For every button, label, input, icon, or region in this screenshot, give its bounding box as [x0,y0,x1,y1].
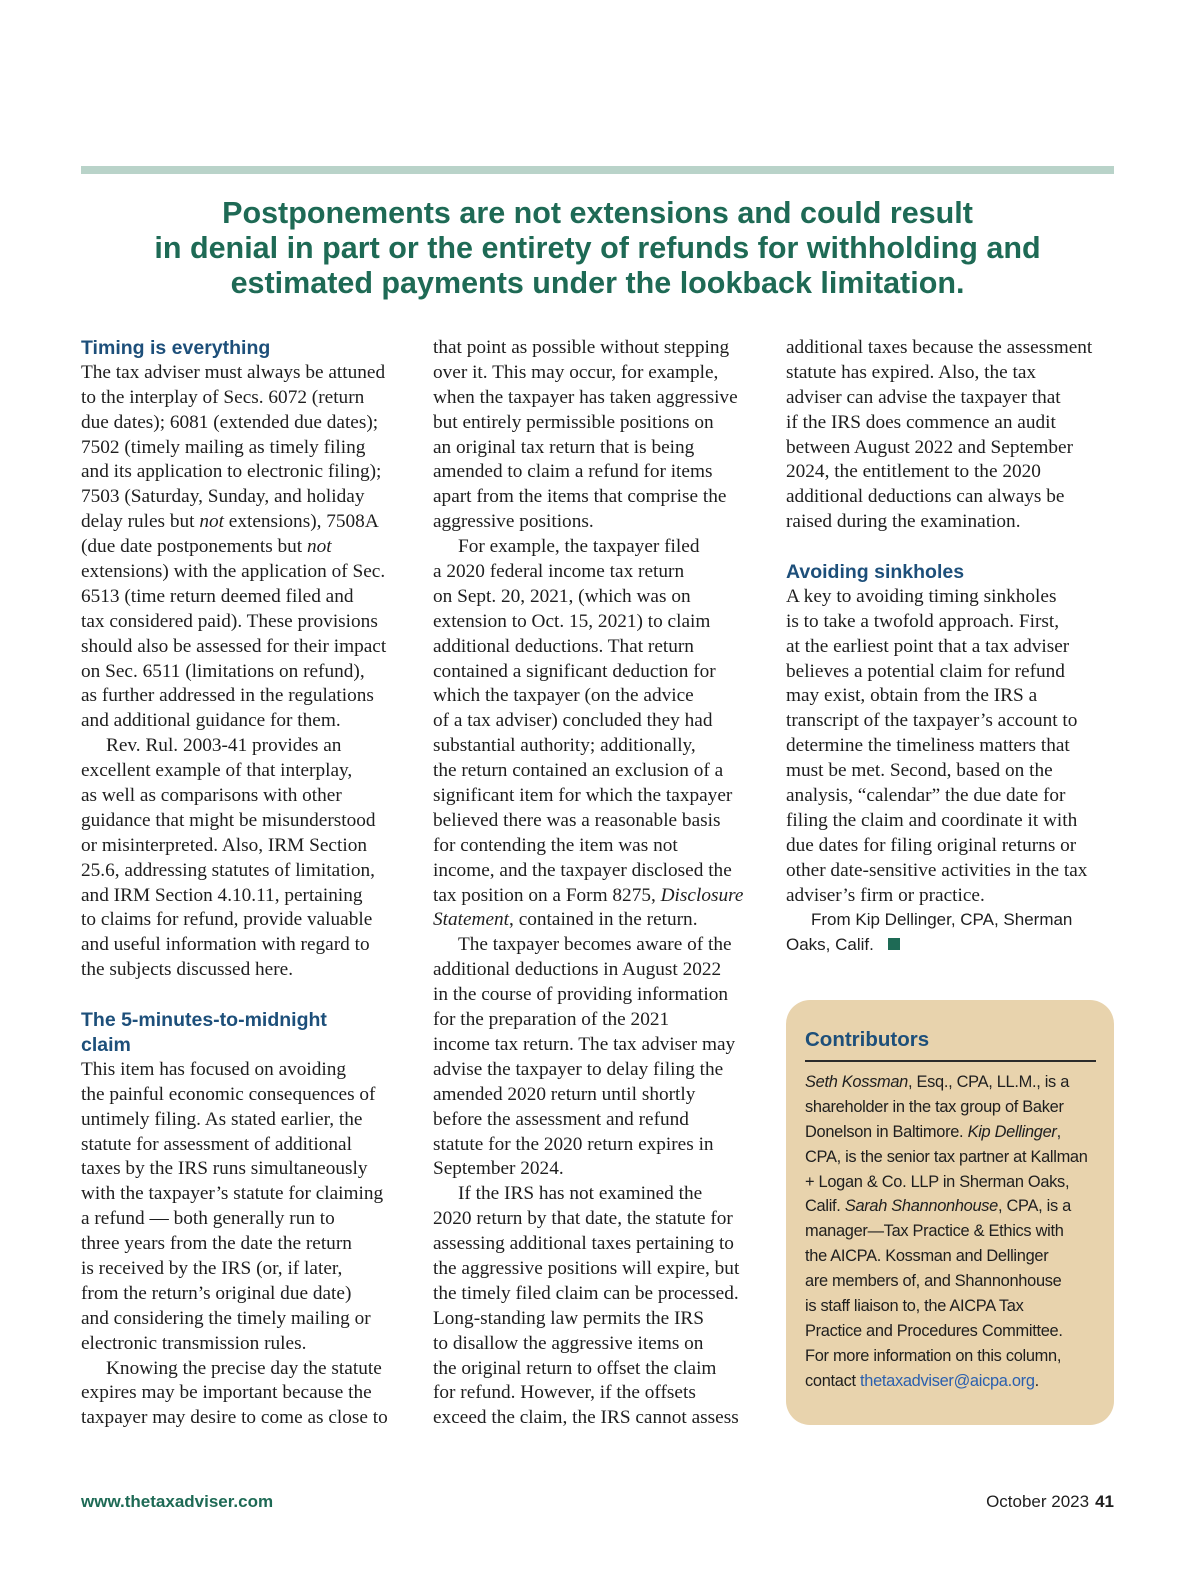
body-line: This item has focused on avoiding [81,1058,347,1080]
pull-quote-line: in denial in part or the entirety of refunds for withholding and [154,231,1041,265]
body-line: 7502 (timely mailing as timely filing [81,436,366,458]
contributors-box [786,1000,1114,1425]
body-line: 6513 (time return deemed filed and [81,585,354,607]
body-line: and additional guidance for them. [81,710,341,732]
body-line: as well as comparisons with other [81,785,342,807]
body-line: advise the taxpayer to delay filing the [433,1058,724,1080]
body-line: and IRM Section 4.10.11, pertaining [81,884,363,906]
end-of-article-square-icon [888,938,900,950]
body-line: A key to avoiding timing sinkholes [786,585,1057,607]
body-line: believed there was a reasonable basis [433,809,721,831]
body-line: additional taxes because the assessment [786,337,1093,358]
body-line: statute for the 2020 return expires in [433,1133,714,1155]
body-line: at the earliest point that a tax adviser [786,635,1070,657]
body-line: expires may be important because the [81,1382,372,1404]
body-line: (due date postponements but not [81,536,332,558]
body-line: additional deductions in August 2022 [433,959,722,981]
body-line: for refund. However, if the offsets [433,1382,696,1404]
contributors-line: Donelson in Baltimore. Kip Dellinger, [805,1122,1061,1141]
contributors-line: manager—Tax Practice & Ethics with [805,1222,1064,1241]
contributors-line: CPA, is the senior tax partner at Kallman [805,1147,1088,1166]
body-line: excellent example of that interplay, [81,760,353,782]
contributors-line: Seth Kossman, Esq., CPA, LL.M., is a [805,1073,1070,1091]
body-line: substantial authority; additionally, [433,735,696,757]
body-line: 25.6, addressing statutes of limitation, [81,859,376,881]
body-line: to claims for refund, provide valuable [81,909,373,931]
paragraph-gap [81,983,411,1008]
body-line: if the IRS does commence an audit [786,411,1056,433]
body-line: taxes by the IRS runs simultaneously [81,1158,368,1180]
body-line: due dates); 6081 (extended due dates); [81,411,379,433]
body-line: electronic transmission rules. [81,1332,307,1354]
body-line: for the preparation of the 2021 [433,1009,670,1031]
author-signature: Oaks, Calif. [786,933,1116,958]
body-line: contained a significant deduction for [433,660,716,682]
body-line: and considering the timely mailing or [81,1307,371,1329]
body-line: The tax adviser must always be attuned [81,361,386,383]
body-line: untimely filing. As stated earlier, the [81,1108,363,1130]
column-2 [433,336,763,1431]
body-line: with the taxpayer’s statute for claiming [81,1183,384,1205]
body-line: before the assessment and refund [433,1108,689,1130]
footer-website-url[interactable]: www.thetaxadviser.com [81,1492,274,1511]
footer-issue-info [986,1492,1114,1512]
body-line: Rev. Rul. 2003-41 provides an [106,735,342,757]
body-line: of a tax adviser) concluded they had [433,710,713,732]
body-line: 2024, the entitlement to the 2020 [786,461,1041,483]
page-number: 41 [1095,1492,1114,1511]
body-line: is to take a twofold approach. First, [786,610,1060,632]
body-line: a 2020 federal income tax return [433,561,685,583]
body-line: 2020 return by that date, the statute for [433,1208,733,1230]
body-line: adviser’s firm or practice. [786,884,985,906]
body-line: the original return to offset the claim [433,1357,717,1379]
body-line: should also be assessed for their impact [81,635,387,657]
body-line: may exist, obtain from the IRS a [786,685,1038,707]
body-line: on Sept. 20, 2021, (which was on [433,585,691,607]
body-line: which the taxpayer (on the advice [433,685,694,707]
body-line: If the IRS has not examined the [458,1183,703,1205]
body-line: For example, the taxpayer filed [458,536,700,558]
body-line: determine the timeliness matters that [786,735,1070,757]
body-line: to disallow the aggressive items on [433,1332,704,1354]
body-line: taxpayer may desire to come as close to [81,1407,388,1429]
body-line: or misinterpreted. Also, IRM Section [81,834,367,856]
body-line: guidance that might be misunderstood [81,809,376,831]
contributors-divider [805,1060,1096,1062]
contributors-line: contact thetaxadviser@aicpa.org. [805,1371,1039,1390]
section-heading-timing: Timing is everything [81,337,271,359]
body-line: income, and the taxpayer disclosed the [433,859,732,881]
contributors-line: Calif. Sarah Shannonhouse, CPA, is a [805,1197,1071,1216]
body-line: filing the claim and coordinate it with [786,809,1078,831]
body-line: the timely filed claim can be processed. [433,1282,739,1304]
body-line: additional deductions can always be [786,486,1065,508]
body-line: tax position on a Form 8275, Disclosure [433,884,744,906]
body-line: 7503 (Saturday, Sunday, and holiday [81,486,365,508]
contributors-title: Contributors [805,1028,930,1051]
body-line: and useful information with regard to [81,934,370,956]
body-line: due dates for filing original returns or [786,834,1077,856]
body-line: the painful economic consequences of [81,1083,376,1105]
body-line: over it. This may occur, for example, [433,361,719,383]
body-line: tax considered paid). These provisions [81,610,378,632]
body-line: income tax return. The tax adviser may [433,1033,736,1055]
author-signature: From Kip Dellinger, CPA, Sherman [811,910,1073,930]
body-line: extension to Oct. 15, 2021) to claim [433,610,711,632]
body-line: an original tax return that is being [433,436,695,458]
body-line: extensions) with the application of Sec. [81,561,386,583]
body-line: significant item for which the taxpayer [433,785,733,807]
contact-email-link[interactable]: thetaxadviser@aicpa.org [860,1371,1035,1390]
body-line: on Sec. 6511 (limitations on refund), [81,660,365,682]
body-line: The taxpayer becomes aware of the [458,934,732,956]
body-line: the subjects discussed here. [81,959,294,981]
pull-quote-line: estimated payments under the lookback limitation. [230,266,965,300]
body-line: when the taxpayer has taken aggressive [433,386,738,408]
body-line: in the course of providing information [433,984,729,1006]
body-line: aggressive positions. [433,511,594,533]
section-heading-midnight: claim [81,1033,131,1056]
body-line: adviser can advise the taxpayer that [786,386,1061,408]
body-line: statute has expired. Also, the tax [786,361,1037,383]
contributors-line: is staff liaison to, the AICPA Tax [805,1297,1024,1316]
body-line: between August 2022 and September [786,436,1074,458]
column-1 [81,336,411,1431]
body-line: a refund — both generally run to [81,1208,335,1230]
body-line: statute for assessment of additional [81,1133,352,1155]
footer-issue-date: October 2023 [986,1492,1090,1511]
contributors-line: shareholder in the tax group of Baker [805,1097,1064,1116]
section-heading-midnight: The 5-minutes-to-midnight [81,1009,327,1032]
contributors-line: For more information on this column, [805,1346,1062,1365]
body-line: must be met. Second, based on the [786,760,1053,782]
contributors-text [805,1070,1105,1394]
body-line: that point as possible without stepping [433,337,730,358]
body-line: but entirely permissible positions on [433,411,714,433]
body-line: delay rules but not extensions), 7508A [81,511,379,533]
body-line: as further addressed in the regulations [81,685,374,707]
contributors-line: are members of, and Shannonhouse [805,1272,1062,1291]
body-line: transcript of the taxpayer’s account to [786,710,1078,732]
body-line: Long-standing law permits the IRS [433,1307,704,1329]
section-heading-sinkholes: Avoiding sinkholes [786,561,965,584]
body-line: exceed the claim, the IRS cannot assess [433,1407,739,1429]
body-line: raised during the examination. [786,511,1021,533]
body-line: from the return’s original due date) [81,1282,352,1304]
body-line: Knowing the precise day the statute [106,1357,382,1379]
pull-quote [81,196,1114,301]
body-line: for contending the item was not [433,834,678,856]
body-line: three years from the date the return [81,1233,352,1255]
body-line: other date-sensitive activities in the tax [786,859,1088,881]
body-line: apart from the items that comprise the [433,486,727,508]
body-line: September 2024. [433,1158,564,1180]
contributors-line: + Logan & Co. LLP in Sherman Oaks, [805,1172,1070,1191]
contributors-line: the AICPA. Kossman and Dellinger [805,1247,1049,1266]
body-line: the aggressive positions will expire, but [433,1257,740,1279]
body-line: the return contained an exclusion of a [433,760,724,782]
pull-quote-line: Postponements are not extensions and could result [222,196,973,230]
body-line: analysis, “calendar” the due date for [786,785,1066,807]
body-line: Statement, contained in the return. [433,909,698,931]
paragraph-gap [786,535,1116,560]
body-line: is received by the IRS (or, if later, [81,1257,343,1279]
body-line: amended 2020 return until shortly [433,1083,696,1105]
body-line: amended to claim a refund for items [433,461,713,483]
body-line: to the interplay of Secs. 6072 (return [81,386,365,408]
contributors-line: Practice and Procedures Committee. [805,1321,1063,1340]
column-3 [786,336,1116,958]
body-line: believes a potential claim for refund [786,660,1065,682]
top-rule [81,166,1114,174]
body-line: and its application to electronic filing); [81,461,382,483]
body-line: assessing additional taxes pertaining to [433,1233,734,1255]
body-line: additional deductions. That return [433,635,694,657]
